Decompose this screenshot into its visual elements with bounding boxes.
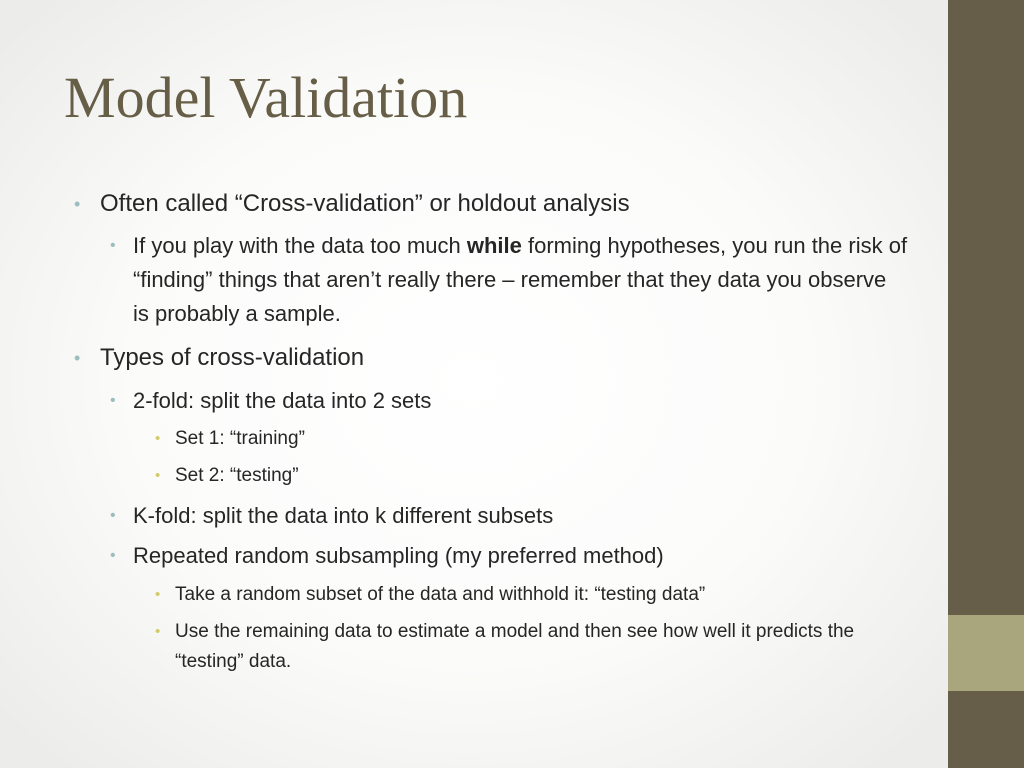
bullet-item [110, 539, 908, 573]
bullet-icon: • [155, 467, 161, 484]
bullet-icon: • [155, 586, 161, 603]
bullet-text: Take a random subset of the data and withhold it: “testing data” [175, 584, 706, 605]
bullet-item [110, 384, 908, 418]
bullet-icon: • [110, 547, 116, 564]
bullet-icon: • [74, 194, 81, 214]
bullet-item [155, 580, 910, 610]
bullet-item [110, 499, 908, 533]
bullet-item [155, 461, 910, 491]
bullet-text-part: If you play with the data too much [133, 233, 467, 258]
bullet-icon: • [110, 507, 116, 524]
bullet-item [155, 424, 910, 454]
bullet-text: Often called “Cross-validation” or holdout analysis [100, 190, 630, 217]
bullet-icon: • [74, 348, 81, 368]
bullet-text: Set 2: “testing” [175, 465, 299, 486]
sidebar-accent-block [948, 615, 1024, 691]
bullet-item [74, 344, 920, 372]
bullet-icon: • [155, 430, 161, 447]
slide-title: Model Validation [64, 65, 468, 130]
bullet-text: Repeated random subsampling (my preferred method) [133, 543, 664, 568]
bullet-text: K-fold: split the data into k different subsets [133, 503, 554, 528]
bullet-icon: • [110, 237, 116, 254]
bullet-icon: • [155, 623, 161, 640]
bullet-text-emphasis: while [466, 233, 522, 258]
bullet-icon: • [110, 392, 116, 409]
bullet-item [74, 190, 920, 218]
bullet-text: 2-fold: split the data into 2 sets [133, 388, 432, 413]
bullet-text-part: forming hypotheses, you run the risk of “finding” things that aren’t really there – remember that they data you observe is probably a sample. [133, 233, 908, 326]
bullet-item [110, 229, 908, 331]
bullet-text: Types of cross-validation [100, 344, 365, 371]
bullet-item [155, 617, 910, 677]
bullet-text [133, 233, 907, 326]
bullet-text: Use the remaining data to estimate a model and then see how well it predicts the “testing” data. [175, 621, 855, 672]
bullet-text: Set 1: “training” [175, 428, 305, 449]
